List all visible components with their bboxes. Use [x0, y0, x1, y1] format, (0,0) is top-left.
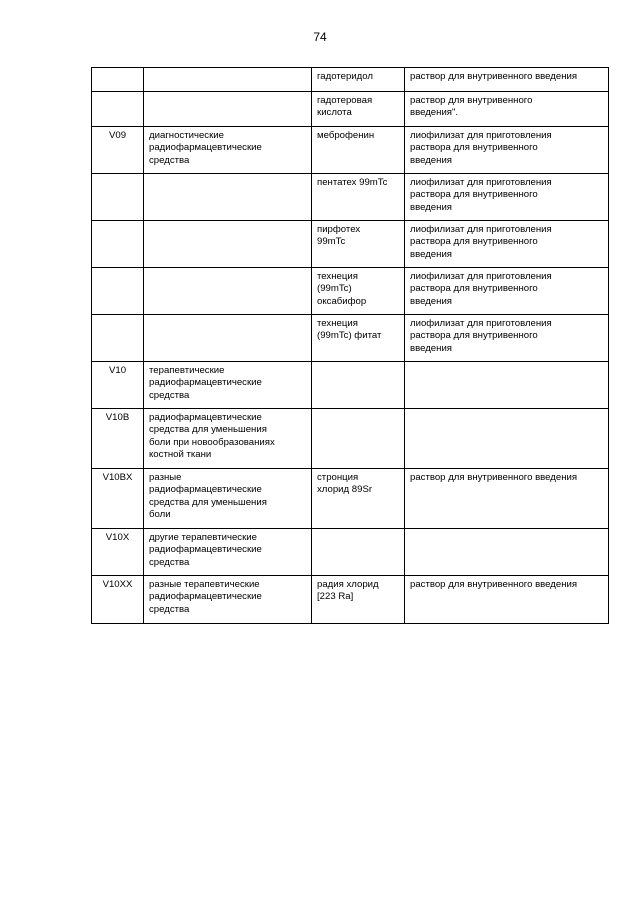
substance-cell: гадотеридол: [312, 68, 405, 92]
group-cell: [144, 68, 312, 92]
table-row: [92, 529, 609, 576]
group-cell: радиофармацевтические средства для уменьшения боли при новообразованиях костной ткани: [144, 409, 312, 469]
atc-code-cell: [92, 315, 144, 362]
table-row: [92, 268, 609, 315]
drug-classification-table: [91, 67, 609, 624]
group-cell: [144, 221, 312, 268]
table-row: [92, 68, 609, 92]
atc-code-cell: V09: [92, 127, 144, 174]
atc-code-cell: V10: [92, 362, 144, 409]
substance-cell: стронция хлорид 89Sr: [312, 469, 405, 529]
group-cell: терапевтические радиофармацевтические средства: [144, 362, 312, 409]
substance-cell: радия хлорид [223 Ra]: [312, 576, 405, 624]
table-row: [92, 221, 609, 268]
substance-cell: пирфотех 99mTc: [312, 221, 405, 268]
atc-code-cell: V10B: [92, 409, 144, 469]
substance-cell: [312, 409, 405, 469]
group-cell: [144, 92, 312, 127]
table-row: [92, 469, 609, 529]
dosage-form-cell: [405, 362, 609, 409]
dosage-form-cell: раствор для внутривенного введения: [405, 68, 609, 92]
atc-code-cell: V10BX: [92, 469, 144, 529]
substance-cell: меброфенин: [312, 127, 405, 174]
group-cell: другие терапевтические радиофармацевтические средства: [144, 529, 312, 576]
table-row: [92, 409, 609, 469]
atc-code-cell: V10X: [92, 529, 144, 576]
atc-code-cell: [92, 68, 144, 92]
substance-cell: [312, 362, 405, 409]
group-cell: [144, 268, 312, 315]
substance-cell: технеция (99mTc) фитат: [312, 315, 405, 362]
substance-cell: гадотеровая кислота: [312, 92, 405, 127]
atc-code-cell: [92, 92, 144, 127]
page-number: 74: [313, 30, 327, 44]
table-row: [92, 92, 609, 127]
dosage-form-cell: лиофилизат для приготовления раствора для внутривенного введения: [405, 221, 609, 268]
table-row: [92, 315, 609, 362]
dosage-form-cell: лиофилизат для приготовления раствора для внутривенного введения: [405, 268, 609, 315]
dosage-form-cell: лиофилизат для приготовления раствора для внутривенного введения: [405, 127, 609, 174]
dosage-form-cell: раствор для внутривенного введения".: [405, 92, 609, 127]
atc-code-cell: [92, 268, 144, 315]
substance-cell: технеция (99mTc) оксабифор: [312, 268, 405, 315]
dosage-form-cell: [405, 529, 609, 576]
group-cell: [144, 174, 312, 221]
atc-code-cell: [92, 174, 144, 221]
dosage-form-cell: раствор для внутривенного введения: [405, 576, 609, 624]
dosage-form-cell: раствор для внутривенного введения: [405, 469, 609, 529]
atc-code-cell: [92, 221, 144, 268]
table-row: [92, 362, 609, 409]
group-cell: [144, 315, 312, 362]
table-row: [92, 174, 609, 221]
substance-cell: [312, 529, 405, 576]
dosage-form-cell: лиофилизат для приготовления раствора для внутривенного введения: [405, 174, 609, 221]
substance-cell: пентатех 99mTc: [312, 174, 405, 221]
table-row: [92, 576, 609, 624]
atc-code-cell: V10XX: [92, 576, 144, 624]
dosage-form-cell: [405, 409, 609, 469]
group-cell: разные терапевтические радиофармацевтические средства: [144, 576, 312, 624]
group-cell: диагностические радиофармацевтические средства: [144, 127, 312, 174]
table-row: [92, 127, 609, 174]
group-cell: разные радиофармацевтические средства для уменьшения боли: [144, 469, 312, 529]
dosage-form-cell: лиофилизат для приготовления раствора для внутривенного введения: [405, 315, 609, 362]
